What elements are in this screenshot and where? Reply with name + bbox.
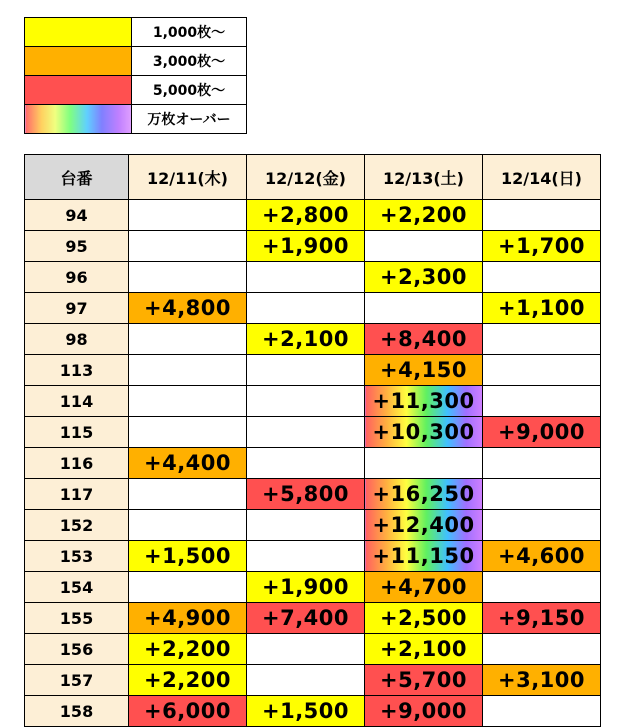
payout-cell <box>129 479 247 510</box>
payout-cell <box>365 448 483 479</box>
payout-cell <box>129 324 247 355</box>
legend-label: 万枚オーバー <box>132 105 247 134</box>
payout-cell <box>129 510 247 541</box>
payout-cell <box>247 510 365 541</box>
payout-cell: +1,500 <box>129 541 247 572</box>
payout-cell: +16,250 <box>365 479 483 510</box>
payout-cell <box>483 262 601 293</box>
table-row <box>25 386 601 417</box>
table-row <box>25 510 601 541</box>
payout-cell: +11,300 <box>365 386 483 417</box>
table-row <box>25 479 601 510</box>
header-date: 12/14(日) <box>483 155 601 200</box>
payout-cell <box>365 231 483 262</box>
payout-cell <box>129 262 247 293</box>
table-row <box>25 541 601 572</box>
payout-cell: +5,700 <box>365 665 483 696</box>
payout-cell: +6,000 <box>129 696 247 727</box>
payout-cell: +4,700 <box>365 572 483 603</box>
payout-cell: +12,400 <box>365 510 483 541</box>
payout-cell: +1,700 <box>483 231 601 262</box>
payout-cell: +2,200 <box>129 665 247 696</box>
payout-cell: +4,150 <box>365 355 483 386</box>
payout-cell: +8,400 <box>365 324 483 355</box>
machine-number: 152 <box>25 510 129 541</box>
payout-cell <box>483 386 601 417</box>
header-date: 12/13(土) <box>365 155 483 200</box>
payout-cell <box>247 262 365 293</box>
payout-cell <box>483 572 601 603</box>
legend-swatch-rainbow <box>25 105 132 134</box>
payout-cell: +4,800 <box>129 293 247 324</box>
payout-cell: +2,300 <box>365 262 483 293</box>
machine-number: 157 <box>25 665 129 696</box>
payout-cell <box>483 510 601 541</box>
machine-number: 96 <box>25 262 129 293</box>
payout-cell: +2,500 <box>365 603 483 634</box>
legend-label: 5,000枚～ <box>132 76 247 105</box>
payout-cell: +4,600 <box>483 541 601 572</box>
payout-cell <box>483 355 601 386</box>
legend-row <box>25 18 247 47</box>
header-date: 12/11(木) <box>129 155 247 200</box>
payout-cell <box>247 355 365 386</box>
payout-cell: +2,200 <box>129 634 247 665</box>
machine-number: 155 <box>25 603 129 634</box>
machine-number: 156 <box>25 634 129 665</box>
payout-cell <box>483 634 601 665</box>
payout-cell <box>247 634 365 665</box>
payout-cell <box>247 293 365 324</box>
table-row <box>25 293 601 324</box>
machine-number: 114 <box>25 386 129 417</box>
table-row <box>25 448 601 479</box>
payout-cell <box>247 541 365 572</box>
payout-cell <box>129 231 247 262</box>
legend-swatch-1000 <box>25 18 132 47</box>
payout-cell: +4,900 <box>129 603 247 634</box>
payout-cell: +2,200 <box>365 200 483 231</box>
results-table <box>24 154 601 727</box>
table-row <box>25 634 601 665</box>
machine-number: 97 <box>25 293 129 324</box>
payout-cell: +1,500 <box>247 696 365 727</box>
payout-cell <box>129 417 247 448</box>
payout-cell: +1,100 <box>483 293 601 324</box>
payout-cell <box>247 448 365 479</box>
payout-cell: +3,100 <box>483 665 601 696</box>
machine-number: 158 <box>25 696 129 727</box>
payout-cell: +4,400 <box>129 448 247 479</box>
legend-swatch-5000 <box>25 76 132 105</box>
legend-table <box>24 17 247 134</box>
legend-label: 3,000枚～ <box>132 47 247 76</box>
header-machine-number: 台番 <box>25 155 129 200</box>
table-row <box>25 262 601 293</box>
payout-cell: +11,150 <box>365 541 483 572</box>
payout-cell: +5,800 <box>247 479 365 510</box>
payout-cell: +2,100 <box>247 324 365 355</box>
machine-number: 115 <box>25 417 129 448</box>
legend-label: 1,000枚～ <box>132 18 247 47</box>
payout-cell <box>483 696 601 727</box>
payout-cell: +9,150 <box>483 603 601 634</box>
legend-swatch-3000 <box>25 47 132 76</box>
payout-cell: +1,900 <box>247 231 365 262</box>
machine-number: 113 <box>25 355 129 386</box>
table-row <box>25 200 601 231</box>
payout-cell <box>483 448 601 479</box>
header-row <box>25 155 601 200</box>
payout-cell <box>129 355 247 386</box>
header-date: 12/12(金) <box>247 155 365 200</box>
payout-cell <box>247 665 365 696</box>
payout-cell <box>129 386 247 417</box>
machine-number: 117 <box>25 479 129 510</box>
payout-cell: +1,900 <box>247 572 365 603</box>
machine-number: 154 <box>25 572 129 603</box>
payout-cell: +2,800 <box>247 200 365 231</box>
legend-row <box>25 47 247 76</box>
table-row <box>25 231 601 262</box>
payout-cell <box>483 324 601 355</box>
legend-row <box>25 105 247 134</box>
payout-cell: +9,000 <box>483 417 601 448</box>
machine-number: 153 <box>25 541 129 572</box>
payout-cell: +9,000 <box>365 696 483 727</box>
machine-number: 98 <box>25 324 129 355</box>
table-row <box>25 324 601 355</box>
table-row <box>25 603 601 634</box>
payout-cell <box>483 479 601 510</box>
table-row <box>25 665 601 696</box>
machine-number: 94 <box>25 200 129 231</box>
payout-cell <box>129 572 247 603</box>
table-row <box>25 572 601 603</box>
payout-cell <box>365 293 483 324</box>
payout-cell <box>247 386 365 417</box>
payout-cell: +7,400 <box>247 603 365 634</box>
payout-cell: +2,100 <box>365 634 483 665</box>
table-row <box>25 696 601 727</box>
table-row <box>25 355 601 386</box>
table-body <box>25 200 601 727</box>
payout-cell <box>129 200 247 231</box>
legend-row <box>25 76 247 105</box>
machine-number: 95 <box>25 231 129 262</box>
machine-number: 116 <box>25 448 129 479</box>
table-row <box>25 417 601 448</box>
payout-cell <box>483 200 601 231</box>
payout-cell: +10,300 <box>365 417 483 448</box>
payout-cell <box>247 417 365 448</box>
